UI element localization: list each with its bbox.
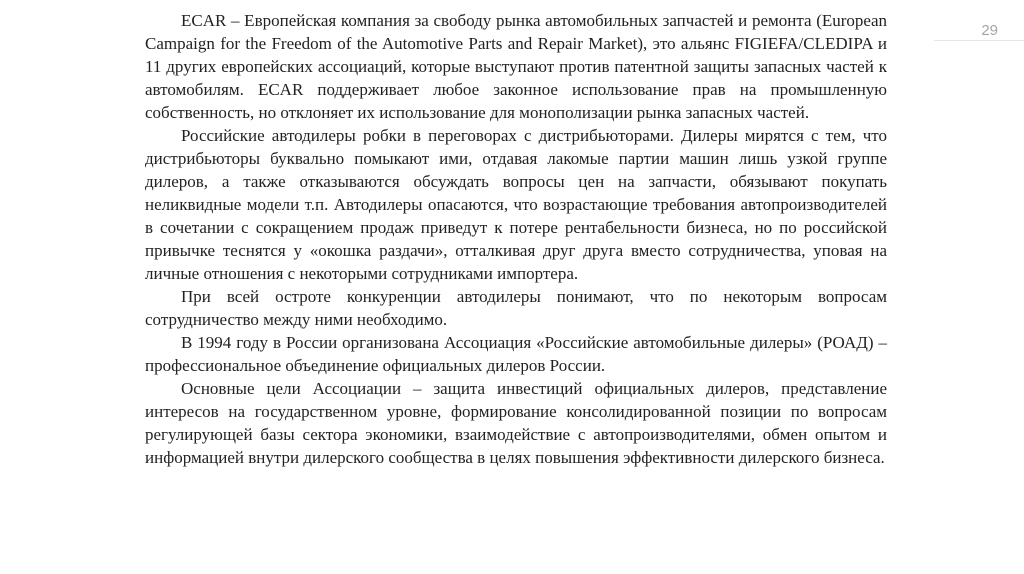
- corner-divider: [934, 40, 1024, 89]
- paragraph-ecar: ECAR – Европейская компания за свободу рынка автомобильных запчастей и ремонта (European Campaign for the Freedom of the Automotive Parts and Repair Market), это альянс FIGIEFA/CLEDIPA и 11 других европейских ассоциаций, которые выступают против патентной защиты запасных частей к автомобилям. ECAR поддерживает любое законное использование прав на промышленную собственность, но отклоняет их использование для монополизации рынка запасных частей.: [145, 11, 887, 122]
- paragraph-russian-dealers: Российские автодилеры робки в переговорах с дистрибьюторами. Дилеры мирятся с тем, что дистрибьюторы буквально помыкают ими, отдавая лакомые партии машин лишь узкой группе дилеров, а также отказываются обсуждать вопросы цен на запчасти, обязывают покупать неликвидные модели т.п. Автодилеры опасаются, что возрастающие требования автопроизводителей в сочетании с сокращением продаж приведут к потере рентабельности бизнеса, но по российской привычке теснятся у «окошка раздачи», отталкивая друг друга вместо сотрудничества, уповая на личные отношения с некоторыми сотрудниками импортера.: [145, 126, 887, 283]
- body-text: [145, 9, 887, 469]
- paragraph-road-association: В 1994 году в России организована Ассоциация «Российские автомобильные дилеры» (РОАД) – профессиональное объединение официальных дилеров России.: [145, 333, 887, 375]
- paragraph-cooperation: При всей остроте конкуренции автодилеры понимают, что по некоторым вопросам сотрудничество между ними необходимо.: [145, 287, 887, 329]
- paragraph-association-goals: Основные цели Ассоциации – защита инвестиций официальных дилеров, представление интересов на государственном уровне, формирование консолидированной позиции по вопросам регулирующей базы сектора экономики, взаимодействие с автопроизводителями, обмен опытом и информацией внутри дилерского сообщества в целях повышения эффективности дилерского бизнеса.: [145, 379, 887, 467]
- page-number: 29: [981, 22, 998, 39]
